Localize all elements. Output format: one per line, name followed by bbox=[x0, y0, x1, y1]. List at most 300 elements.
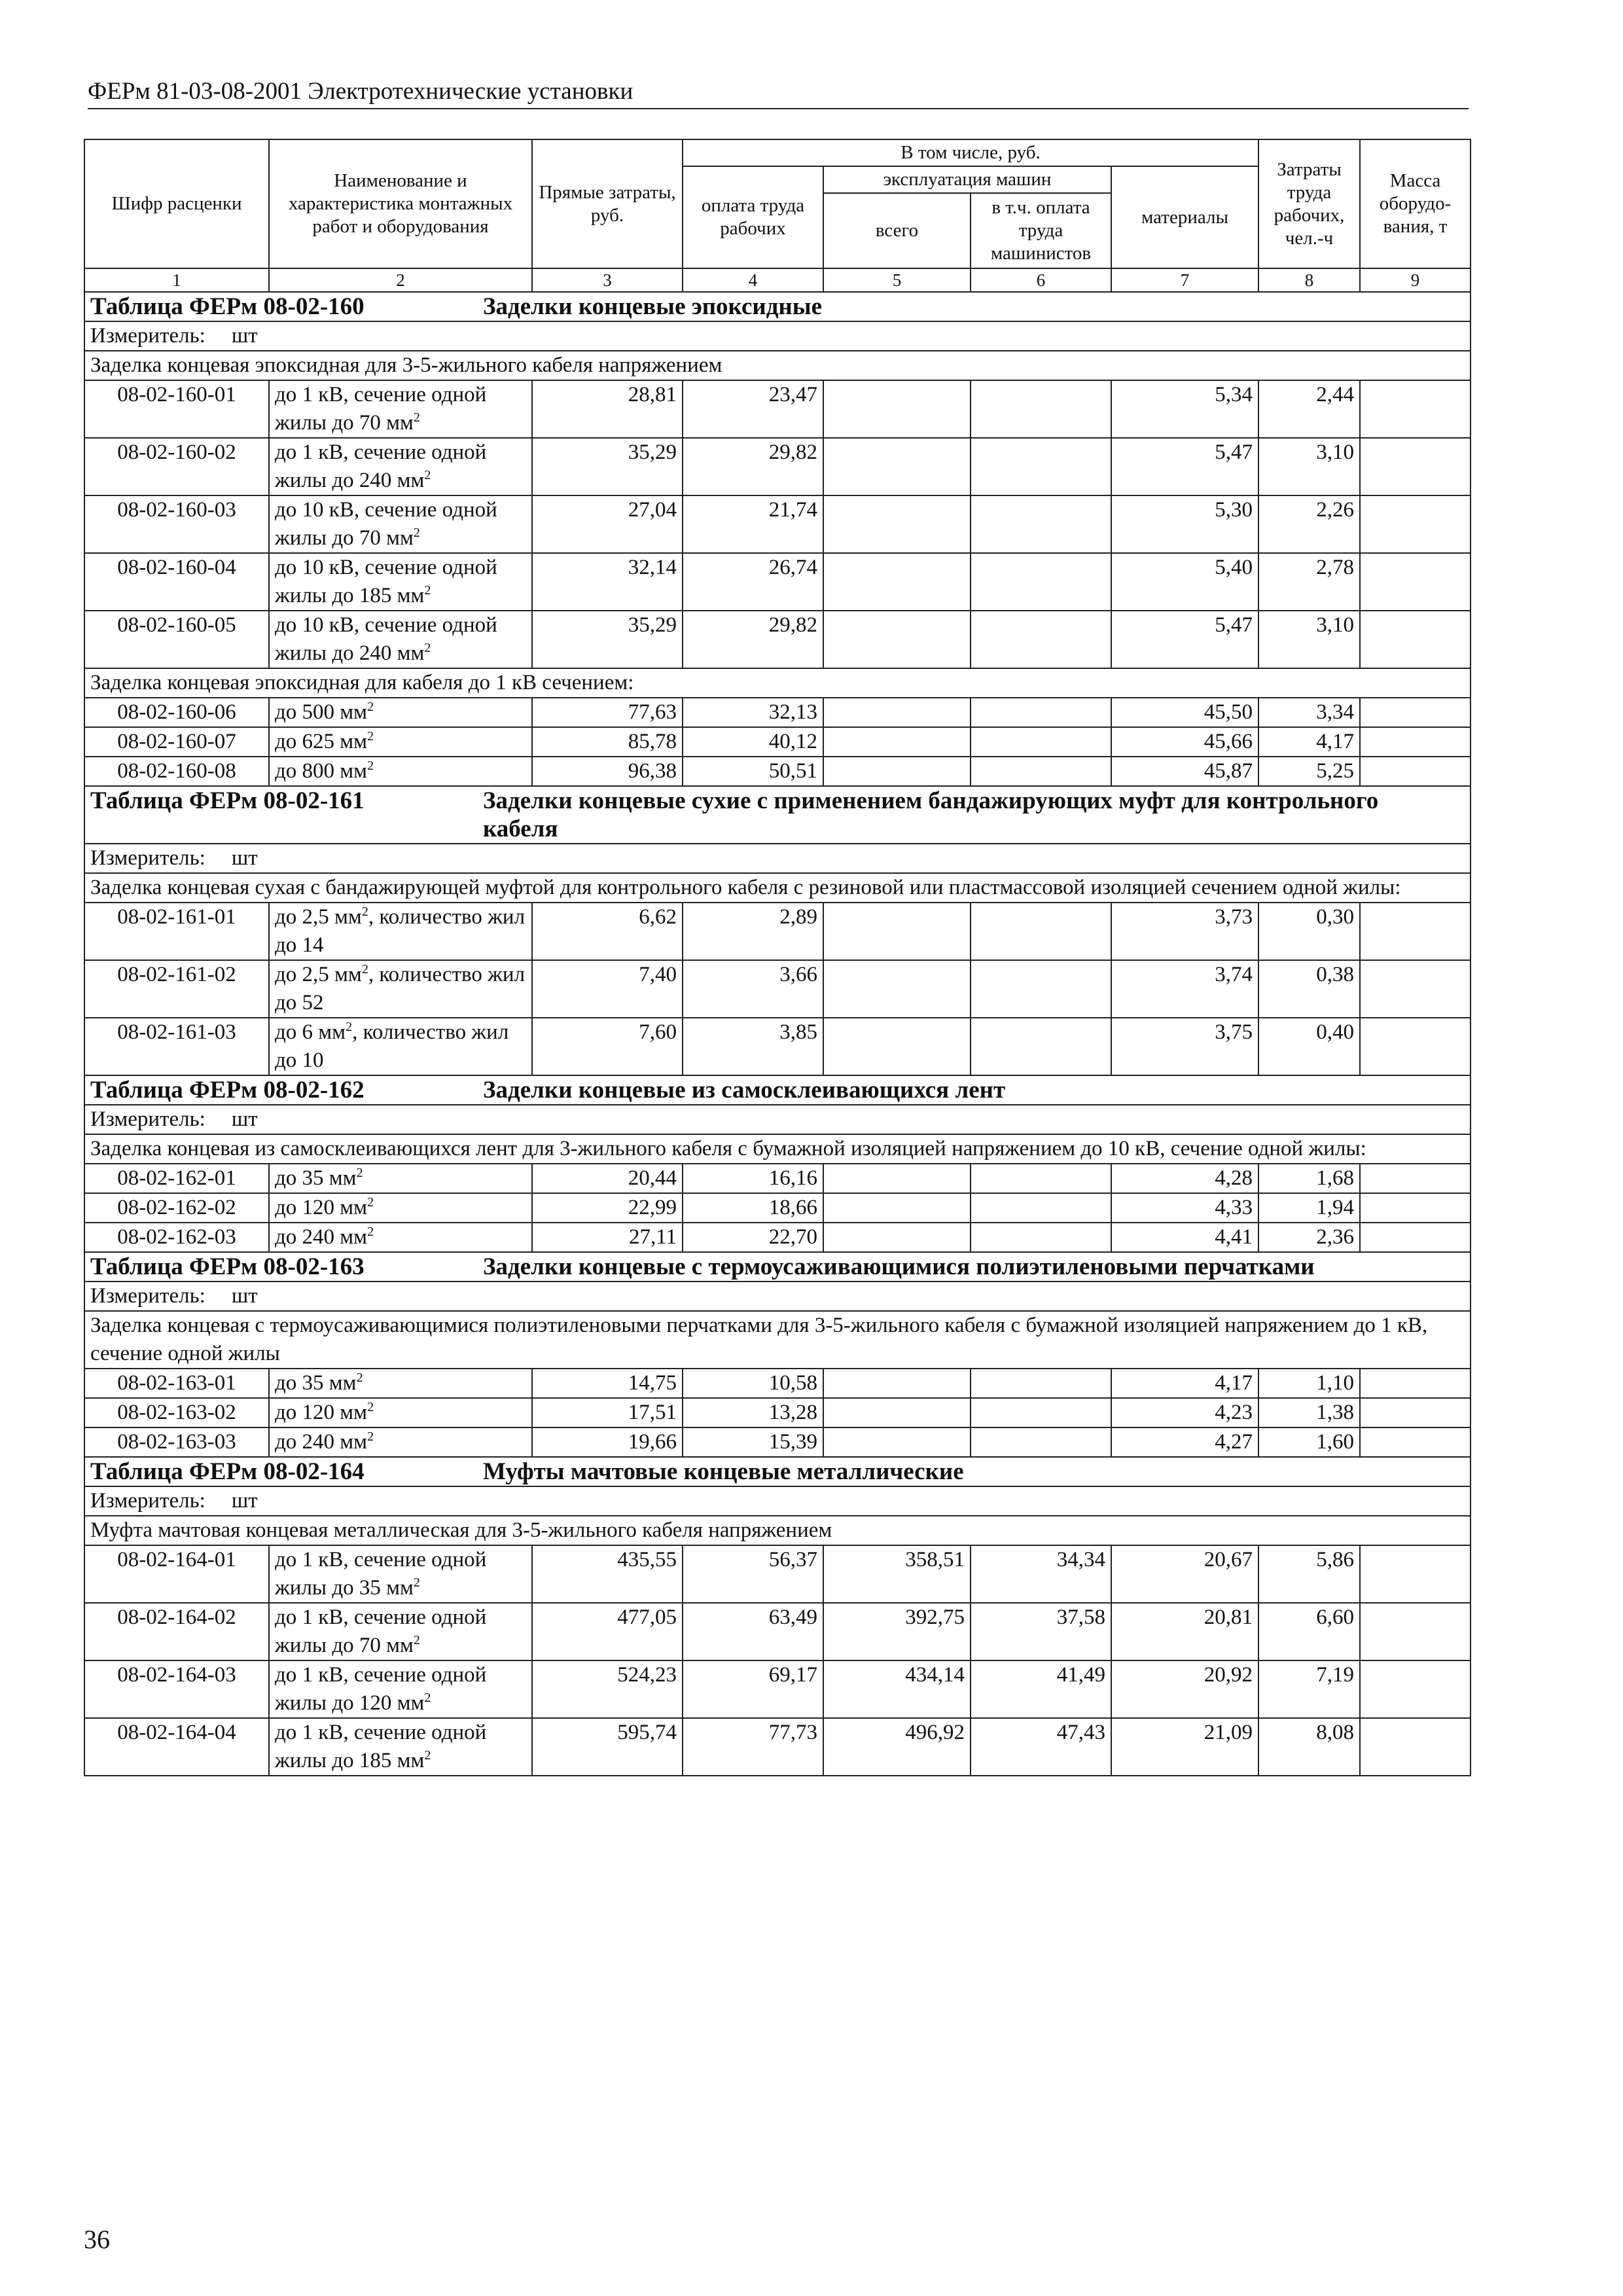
row-name-superscript: 2 bbox=[361, 962, 368, 977]
row-name-text: до 1 кВ, сечение одной жилы до 70 мм bbox=[275, 383, 487, 435]
cell-mlabor bbox=[971, 903, 1111, 960]
col-machines-header: эксплуатация машин bbox=[823, 166, 1111, 193]
cell-mlabor: 37,58 bbox=[971, 1603, 1111, 1660]
cell-mlabor bbox=[971, 1193, 1111, 1223]
row-code: 08-02-160-02 bbox=[84, 438, 269, 495]
row-code: 08-02-164-01 bbox=[84, 1545, 269, 1603]
cell-materials: 5,47 bbox=[1111, 611, 1258, 668]
measure-row bbox=[84, 1282, 1471, 1311]
measure-row bbox=[84, 321, 1471, 351]
row-name-text: до 10 кВ, сечение одной жилы до 185 мм bbox=[275, 556, 497, 607]
col-labor-header: оплата труда рабочих bbox=[683, 166, 823, 268]
table-row bbox=[84, 1545, 1471, 1603]
cell-direct: 20,44 bbox=[532, 1164, 683, 1193]
row-name-text: до 35 мм bbox=[275, 1371, 357, 1395]
cell-mass bbox=[1360, 1193, 1471, 1223]
row-name-superscript: 2 bbox=[367, 1429, 374, 1444]
cell-materials: 20,92 bbox=[1111, 1660, 1258, 1718]
cell-direct: 595,74 bbox=[532, 1718, 683, 1776]
group-description: Заделка концевая сухая с бандажирующей муфтой для контрольного кабеля с резиновой или пластмассовой изоляцией сечением одной жилы: bbox=[84, 873, 1471, 903]
cell-mass bbox=[1360, 438, 1471, 495]
cell-work: 0,38 bbox=[1258, 960, 1360, 1018]
cell-materials: 5,40 bbox=[1111, 553, 1258, 611]
cell-labor: 13,28 bbox=[683, 1398, 823, 1427]
cell-mlabor bbox=[971, 1427, 1111, 1457]
cell-labor: 77,73 bbox=[683, 1718, 823, 1776]
cell-materials: 45,50 bbox=[1111, 698, 1258, 727]
table-code: Таблица ФЕРм 08-02-164 bbox=[90, 1458, 365, 1485]
cell-mtotal bbox=[823, 495, 971, 553]
table-row bbox=[84, 611, 1471, 668]
cell-materials: 21,09 bbox=[1111, 1718, 1258, 1776]
row-name bbox=[269, 1369, 532, 1398]
measure-row bbox=[84, 844, 1471, 873]
row-code: 08-02-160-06 bbox=[84, 698, 269, 727]
cell-materials: 5,30 bbox=[1111, 495, 1258, 553]
row-name bbox=[269, 1398, 532, 1427]
cell-materials: 3,74 bbox=[1111, 960, 1258, 1018]
cell-labor: 3,85 bbox=[683, 1018, 823, 1075]
cell-labor: 18,66 bbox=[683, 1193, 823, 1223]
cell-materials: 4,33 bbox=[1111, 1193, 1258, 1223]
table-name: Заделки концевые эпоксидные bbox=[483, 293, 823, 320]
row-name-tail: , количество жил до 14 bbox=[275, 905, 526, 957]
table-name: Заделки концевые сухие с применением бандажирующих муфт для контрольного кабеля bbox=[483, 787, 1379, 842]
cell-mass bbox=[1360, 960, 1471, 1018]
cell-mass bbox=[1360, 1164, 1471, 1193]
cell-mtotal bbox=[823, 611, 971, 668]
cell-work: 6,60 bbox=[1258, 1603, 1360, 1660]
cell-mass bbox=[1360, 757, 1471, 786]
cell-materials: 45,87 bbox=[1111, 757, 1258, 786]
cell-mtotal bbox=[823, 1369, 971, 1398]
cell-work: 1,10 bbox=[1258, 1369, 1360, 1398]
col-incl-header: В том числе, руб. bbox=[683, 139, 1258, 166]
row-name bbox=[269, 495, 532, 553]
measure-unit: шт bbox=[231, 1489, 258, 1513]
cell-mtotal bbox=[823, 1164, 971, 1193]
cell-mass bbox=[1360, 495, 1471, 553]
cell-labor: 40,12 bbox=[683, 727, 823, 757]
cell-mlabor bbox=[971, 1398, 1111, 1427]
group-description-row bbox=[84, 668, 1471, 698]
row-name-superscript: 2 bbox=[367, 759, 374, 773]
cell-mtotal bbox=[823, 553, 971, 611]
table-code: Таблица ФЕРм 08-02-161 bbox=[90, 787, 365, 814]
row-name-text: до 800 мм bbox=[275, 759, 368, 783]
table-row bbox=[84, 1193, 1471, 1223]
table-section-title bbox=[84, 292, 1471, 321]
cell-direct: 19,66 bbox=[532, 1427, 683, 1457]
cell-work: 3,10 bbox=[1258, 438, 1360, 495]
cell-work: 0,30 bbox=[1258, 903, 1360, 960]
cell-materials: 45,66 bbox=[1111, 727, 1258, 757]
table-code: Таблица ФЕРм 08-02-160 bbox=[90, 293, 365, 320]
row-name-superscript: 2 bbox=[361, 905, 368, 919]
cell-direct: 96,38 bbox=[532, 757, 683, 786]
cell-work: 2,26 bbox=[1258, 495, 1360, 553]
row-name-superscript: 2 bbox=[424, 1691, 431, 1705]
measure-row bbox=[84, 1105, 1471, 1134]
row-name-superscript: 2 bbox=[346, 1020, 353, 1034]
cell-materials: 5,47 bbox=[1111, 438, 1258, 495]
row-name bbox=[269, 438, 532, 495]
row-name-text: до 2,5 мм bbox=[275, 905, 362, 929]
row-name-text: до 1 кВ, сечение одной жилы до 70 мм bbox=[275, 1605, 487, 1657]
row-name-superscript: 2 bbox=[413, 1633, 420, 1647]
col-code-header: Шифр расценки bbox=[84, 139, 269, 268]
row-name bbox=[269, 1164, 532, 1193]
cell-direct: 435,55 bbox=[532, 1545, 683, 1603]
cell-mtotal bbox=[823, 1398, 971, 1427]
row-name-text: до 240 мм bbox=[275, 1225, 368, 1249]
table-row bbox=[84, 1660, 1471, 1718]
row-name bbox=[269, 1018, 532, 1075]
cell-mtotal bbox=[823, 1018, 971, 1075]
row-name bbox=[269, 903, 532, 960]
cell-mlabor bbox=[971, 380, 1111, 438]
cell-mass bbox=[1360, 1369, 1471, 1398]
cell-mtotal: 358,51 bbox=[823, 1545, 971, 1603]
row-name-tail: , количество жил до 52 bbox=[275, 963, 526, 1014]
measure bbox=[84, 1282, 1471, 1311]
cell-direct: 524,23 bbox=[532, 1660, 683, 1718]
row-name bbox=[269, 1193, 532, 1223]
group-description-row bbox=[84, 1311, 1471, 1369]
column-number: 3 bbox=[532, 268, 683, 292]
table-body bbox=[84, 292, 1471, 1776]
cell-work: 2,36 bbox=[1258, 1223, 1360, 1252]
row-name-superscript: 2 bbox=[367, 1400, 374, 1414]
cell-labor: 22,70 bbox=[683, 1223, 823, 1252]
row-name bbox=[269, 1660, 532, 1718]
col-worktime-header: Затраты труда рабочих, чел.-ч bbox=[1258, 139, 1360, 268]
table-row bbox=[84, 903, 1471, 960]
cell-work: 0,40 bbox=[1258, 1018, 1360, 1075]
measure-label: Измеритель: bbox=[90, 846, 205, 870]
cell-materials: 20,67 bbox=[1111, 1545, 1258, 1603]
cell-mtotal bbox=[823, 1427, 971, 1457]
measure-unit: шт bbox=[231, 324, 258, 348]
cell-direct: 477,05 bbox=[532, 1603, 683, 1660]
table-row bbox=[84, 727, 1471, 757]
cell-mass bbox=[1360, 1018, 1471, 1075]
cell-work: 2,44 bbox=[1258, 380, 1360, 438]
table-row bbox=[84, 1369, 1471, 1398]
table-row bbox=[84, 1164, 1471, 1193]
row-name-superscript: 2 bbox=[367, 729, 374, 744]
group-description-row bbox=[84, 1134, 1471, 1164]
row-name bbox=[269, 553, 532, 611]
cell-mtotal bbox=[823, 380, 971, 438]
cell-work: 4,17 bbox=[1258, 727, 1360, 757]
table-row bbox=[84, 1018, 1471, 1075]
row-name-superscript: 2 bbox=[424, 641, 431, 655]
table-section-title bbox=[84, 1252, 1471, 1282]
page-header: ФЕРм 81-03-08-2001 Электротехнические установки bbox=[88, 77, 1469, 109]
row-code: 08-02-164-02 bbox=[84, 1603, 269, 1660]
cell-labor: 2,89 bbox=[683, 903, 823, 960]
column-number: 1 bbox=[84, 268, 269, 292]
cell-work: 5,25 bbox=[1258, 757, 1360, 786]
cell-labor: 10,58 bbox=[683, 1369, 823, 1398]
cell-mlabor bbox=[971, 1164, 1111, 1193]
cell-labor: 56,37 bbox=[683, 1545, 823, 1603]
cell-mass bbox=[1360, 611, 1471, 668]
cell-labor: 32,13 bbox=[683, 698, 823, 727]
cell-mass bbox=[1360, 698, 1471, 727]
cell-labor: 3,66 bbox=[683, 960, 823, 1018]
row-name-text: до 1 кВ, сечение одной жилы до 240 мм bbox=[275, 440, 487, 492]
cell-mass bbox=[1360, 1223, 1471, 1252]
row-name-text: до 10 кВ, сечение одной жилы до 70 мм bbox=[275, 498, 497, 550]
column-number: 9 bbox=[1360, 268, 1471, 292]
measure bbox=[84, 1105, 1471, 1134]
cell-mtotal bbox=[823, 438, 971, 495]
cell-mtotal bbox=[823, 757, 971, 786]
measure-label: Измеритель: bbox=[90, 324, 205, 348]
measure-unit: шт bbox=[231, 1284, 258, 1308]
cell-direct: 35,29 bbox=[532, 438, 683, 495]
cell-mlabor bbox=[971, 553, 1111, 611]
measure-label: Измеритель: bbox=[90, 1489, 205, 1513]
cell-materials: 20,81 bbox=[1111, 1603, 1258, 1660]
row-name-superscript: 2 bbox=[424, 583, 431, 598]
row-name bbox=[269, 698, 532, 727]
column-number: 5 bbox=[823, 268, 971, 292]
row-name-text: до 1 кВ, сечение одной жилы до 35 мм bbox=[275, 1548, 487, 1600]
cell-labor: 15,39 bbox=[683, 1427, 823, 1457]
group-description: Заделка концевая эпоксидная для 3-5-жильного кабеля напряжением bbox=[84, 351, 1471, 380]
cell-mtotal bbox=[823, 903, 971, 960]
cell-mass bbox=[1360, 553, 1471, 611]
measure-label: Измеритель: bbox=[90, 1107, 205, 1131]
row-name bbox=[269, 757, 532, 786]
table-section-title bbox=[84, 786, 1471, 844]
row-code: 08-02-160-08 bbox=[84, 757, 269, 786]
cell-mass bbox=[1360, 1660, 1471, 1718]
row-name bbox=[269, 1718, 532, 1776]
row-code: 08-02-162-03 bbox=[84, 1223, 269, 1252]
group-description: Заделка концевая из самосклеивающихся лент для 3-жильного кабеля с бумажной изоляцией напряжением до 10 кВ, сечение одной жилы: bbox=[84, 1134, 1471, 1164]
table-section-title-row bbox=[84, 1457, 1471, 1486]
cell-materials: 5,34 bbox=[1111, 380, 1258, 438]
cell-mlabor bbox=[971, 1018, 1111, 1075]
group-description-row bbox=[84, 873, 1471, 903]
cell-mass bbox=[1360, 903, 1471, 960]
cell-direct: 7,40 bbox=[532, 960, 683, 1018]
cell-labor: 69,17 bbox=[683, 1660, 823, 1718]
column-number: 7 bbox=[1111, 268, 1258, 292]
cell-materials: 4,41 bbox=[1111, 1223, 1258, 1252]
table-section-title-row bbox=[84, 1252, 1471, 1282]
cell-direct: 7,60 bbox=[532, 1018, 683, 1075]
cell-work: 1,68 bbox=[1258, 1164, 1360, 1193]
measure-row bbox=[84, 1486, 1471, 1516]
cell-work: 1,38 bbox=[1258, 1398, 1360, 1427]
row-code: 08-02-161-03 bbox=[84, 1018, 269, 1075]
cell-direct: 27,11 bbox=[532, 1223, 683, 1252]
table-head bbox=[84, 139, 1471, 292]
table-row bbox=[84, 1223, 1471, 1252]
col-name-header: Наименование и характеристика монтажных работ и оборудования bbox=[269, 139, 532, 268]
cell-labor: 21,74 bbox=[683, 495, 823, 553]
row-name-text: до 10 кВ, сечение одной жилы до 240 мм bbox=[275, 613, 497, 665]
table-row bbox=[84, 380, 1471, 438]
cell-work: 3,10 bbox=[1258, 611, 1360, 668]
row-name-superscript: 2 bbox=[413, 1575, 420, 1590]
table-name: Заделки концевые с термоусаживающимися полиэтиленовыми перчатками bbox=[483, 1253, 1315, 1280]
cell-mlabor bbox=[971, 727, 1111, 757]
table-section-title bbox=[84, 1075, 1471, 1105]
cell-mtotal bbox=[823, 1223, 971, 1252]
cell-work: 5,86 bbox=[1258, 1545, 1360, 1603]
measure bbox=[84, 321, 1471, 351]
cell-mlabor bbox=[971, 960, 1111, 1018]
table-row bbox=[84, 757, 1471, 786]
row-code: 08-02-163-01 bbox=[84, 1369, 269, 1398]
table-row bbox=[84, 1603, 1471, 1660]
cell-mtotal bbox=[823, 698, 971, 727]
cell-mtotal bbox=[823, 727, 971, 757]
group-description: Заделка концевая с термоусаживающимися полиэтиленовыми перчатками для 3-5-жильного кабеля с бумажной изоляцией напряжением до 1 кВ, сечение одной жилы bbox=[84, 1311, 1471, 1369]
cell-mlabor: 41,49 bbox=[971, 1660, 1111, 1718]
row-code: 08-02-164-04 bbox=[84, 1718, 269, 1776]
row-name-text: до 120 мм bbox=[275, 1401, 368, 1424]
group-description-row bbox=[84, 351, 1471, 380]
table-name: Заделки концевые из самосклеивающихся лент bbox=[483, 1077, 1006, 1103]
cell-work: 8,08 bbox=[1258, 1718, 1360, 1776]
row-code: 08-02-160-01 bbox=[84, 380, 269, 438]
cell-mlabor bbox=[971, 757, 1111, 786]
row-code: 08-02-163-03 bbox=[84, 1427, 269, 1457]
cell-labor: 23,47 bbox=[683, 380, 823, 438]
row-name-text: до 120 мм bbox=[275, 1196, 368, 1219]
cell-labor: 63,49 bbox=[683, 1603, 823, 1660]
col-machines-labor-header: в т.ч. оплата труда машинистов bbox=[971, 193, 1111, 268]
cell-mlabor bbox=[971, 495, 1111, 553]
row-name bbox=[269, 380, 532, 438]
cell-materials: 3,73 bbox=[1111, 903, 1258, 960]
cell-mlabor bbox=[971, 611, 1111, 668]
table-section-title bbox=[84, 1457, 1471, 1486]
row-name-text: до 240 мм bbox=[275, 1430, 368, 1454]
row-name-superscript: 2 bbox=[367, 1195, 374, 1210]
group-description: Заделка концевая эпоксидная для кабеля до 1 кВ сечением: bbox=[84, 668, 1471, 698]
row-name bbox=[269, 611, 532, 668]
row-name bbox=[269, 960, 532, 1018]
row-name-text: до 625 мм bbox=[275, 730, 368, 753]
cell-mtotal: 392,75 bbox=[823, 1603, 971, 1660]
column-number: 4 bbox=[683, 268, 823, 292]
row-name-superscript: 2 bbox=[356, 1371, 363, 1385]
cell-mass bbox=[1360, 1427, 1471, 1457]
cell-materials: 4,23 bbox=[1111, 1398, 1258, 1427]
cell-direct: 35,29 bbox=[532, 611, 683, 668]
cell-mlabor: 34,34 bbox=[971, 1545, 1111, 1603]
cell-mass bbox=[1360, 1398, 1471, 1427]
row-name-superscript: 2 bbox=[413, 526, 420, 540]
row-code: 08-02-162-02 bbox=[84, 1193, 269, 1223]
cell-mlabor bbox=[971, 698, 1111, 727]
row-name-tail: , количество жил до 10 bbox=[275, 1020, 509, 1072]
table-row bbox=[84, 438, 1471, 495]
cell-work: 1,60 bbox=[1258, 1427, 1360, 1457]
page-number: 36 bbox=[84, 2225, 110, 2254]
cell-labor: 16,16 bbox=[683, 1164, 823, 1193]
cell-mass bbox=[1360, 727, 1471, 757]
row-name bbox=[269, 1545, 532, 1603]
column-number: 6 bbox=[971, 268, 1111, 292]
table-code: Таблица ФЕРм 08-02-162 bbox=[90, 1077, 365, 1103]
cell-direct: 32,14 bbox=[532, 553, 683, 611]
group-description-row bbox=[84, 1516, 1471, 1545]
col-machines-total-header: всего bbox=[823, 193, 971, 268]
table-section-title-row bbox=[84, 786, 1471, 844]
table-row bbox=[84, 1427, 1471, 1457]
group-description: Муфта мачтовая концевая металлическая для 3-5-жильного кабеля напряжением bbox=[84, 1516, 1471, 1545]
cell-labor: 26,74 bbox=[683, 553, 823, 611]
table-name: Муфты мачтовые концевые металлические bbox=[483, 1458, 964, 1485]
measure-label: Измеритель: bbox=[90, 1284, 205, 1308]
cell-labor: 50,51 bbox=[683, 757, 823, 786]
cell-work: 2,78 bbox=[1258, 553, 1360, 611]
row-code: 08-02-160-05 bbox=[84, 611, 269, 668]
cell-direct: 85,78 bbox=[532, 727, 683, 757]
row-name-text: до 1 кВ, сечение одной жилы до 120 мм bbox=[275, 1663, 487, 1715]
row-name bbox=[269, 1427, 532, 1457]
cell-mlabor bbox=[971, 1369, 1111, 1398]
cell-direct: 14,75 bbox=[532, 1369, 683, 1398]
cell-mtotal bbox=[823, 960, 971, 1018]
table-row bbox=[84, 553, 1471, 611]
row-name-superscript: 2 bbox=[367, 1225, 374, 1239]
table-row bbox=[84, 1718, 1471, 1776]
cell-direct: 6,62 bbox=[532, 903, 683, 960]
row-code: 08-02-161-02 bbox=[84, 960, 269, 1018]
row-name-superscript: 2 bbox=[413, 410, 420, 425]
row-name-text: до 6 мм bbox=[275, 1020, 346, 1044]
col-mass-header: Масса оборудо-вания, т bbox=[1360, 139, 1471, 268]
cell-mtotal: 434,14 bbox=[823, 1660, 971, 1718]
cell-materials: 4,28 bbox=[1111, 1164, 1258, 1193]
cell-mass bbox=[1360, 380, 1471, 438]
cell-mtotal bbox=[823, 1193, 971, 1223]
column-number-row bbox=[84, 268, 1471, 292]
cell-labor: 29,82 bbox=[683, 611, 823, 668]
cell-labor: 29,82 bbox=[683, 438, 823, 495]
row-code: 08-02-162-01 bbox=[84, 1164, 269, 1193]
cell-direct: 22,99 bbox=[532, 1193, 683, 1223]
col-materials-header: материалы bbox=[1111, 166, 1258, 268]
cell-mass bbox=[1360, 1545, 1471, 1603]
row-name-text: до 500 мм bbox=[275, 700, 368, 724]
measure-unit: шт bbox=[231, 1107, 258, 1131]
row-name-superscript: 2 bbox=[356, 1166, 363, 1180]
col-direct-header: Прямые затраты, руб. bbox=[532, 139, 683, 268]
cell-direct: 77,63 bbox=[532, 698, 683, 727]
cell-mlabor bbox=[971, 1223, 1111, 1252]
row-code: 08-02-160-03 bbox=[84, 495, 269, 553]
row-code: 08-02-160-04 bbox=[84, 553, 269, 611]
column-number: 8 bbox=[1258, 268, 1360, 292]
row-name-superscript: 2 bbox=[424, 1748, 431, 1763]
row-name bbox=[269, 727, 532, 757]
row-code: 08-02-161-01 bbox=[84, 903, 269, 960]
row-name-superscript: 2 bbox=[367, 700, 374, 714]
measure bbox=[84, 1486, 1471, 1516]
table-section-title-row bbox=[84, 1075, 1471, 1105]
